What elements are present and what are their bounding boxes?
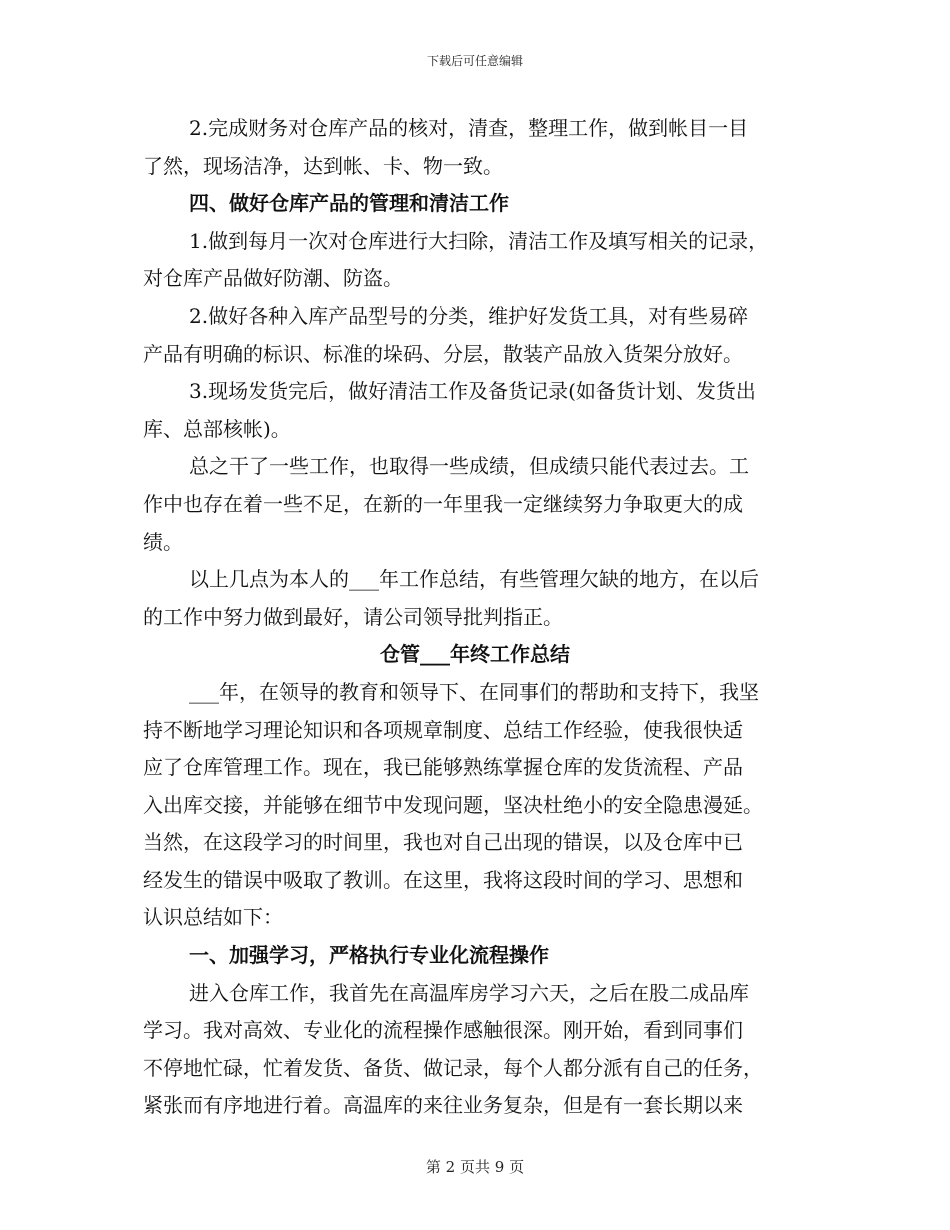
section-heading: 一、加强学习，严格执行专业化流程操作 — [189, 943, 549, 968]
body-text-line: 认识总结如下： — [143, 905, 283, 930]
section-heading: 四、做好仓库产品的管理和清洁工作 — [189, 191, 509, 216]
body-text-line: 进入仓库工作，我首先在高温库房学习六天，之后在股二成品库 — [189, 980, 749, 1005]
body-text-line: 持不断地学习理论知识和各项规章制度、总结工作经验，使我很快适 — [143, 717, 743, 742]
body-text-line: 3.现场发货完后，做好清洁工作及备货记录(如备货计划、发货出 — [189, 379, 756, 404]
page-header: 下载后可任意编辑 — [426, 54, 523, 68]
body-text-line: 库、总部核帐)。 — [143, 416, 291, 441]
body-text-line: 总之干了一些工作，也取得一些成绩，但成绩只能代表过去。工 — [189, 454, 749, 479]
body-text-line: 2.完成财务对仓库产品的核对，清查，整理工作，做到帐目一目 — [189, 116, 749, 140]
body-text-line: 绩。 — [143, 529, 183, 554]
body-text-line: ___年，在领导的教育和领导下、在同事们的帮助和支持下，我坚 — [189, 679, 759, 704]
body-text-line: 产品有明确的标识、标准的垛码、分层，散装产品放入货架分放好。 — [143, 341, 743, 366]
body-text-line: 当然，在这段学习的时间里，我也对自己出现的错误，以及仓库中已 — [143, 830, 743, 855]
body-text-line: 入出库交接，并能够在细节中发现问题，坚决杜绝小的安全隐患漫延。 — [143, 792, 763, 817]
body-text-line: 对仓库产品做好防潮、防盗。 — [143, 266, 403, 291]
body-text-line: 了然，现场洁净，达到帐、卡、物一致。 — [143, 153, 503, 178]
body-text-line: 的工作中努力做到最好，请公司领导批判指正。 — [143, 604, 563, 629]
body-text-line: 2.做好各种入库产品型号的分类，维护好发货工具，对有些易碎 — [189, 303, 749, 328]
page-footer: 第 2 页共 9 页 — [425, 1158, 525, 1176]
body-text-line: 紧张而有序地进行着。高温库的来往业务复杂，但是有一套长期以来 — [143, 1093, 743, 1118]
body-text-line: 学习。我对高效、专业化的流程操作感触很深。刚开始，看到同事们 — [143, 1018, 743, 1043]
body-text-line: 应了仓库管理工作。现在，我已能够熟练掌握仓库的发货流程、产品 — [143, 755, 743, 780]
body-text-line: 以上几点为本人的___年工作总结，有些管理欠缺的地方，在以后 — [189, 567, 759, 592]
body-text-line: 经发生的错误中吸取了教训。在这里，我将这段时间的学习、思想和 — [143, 867, 743, 892]
body-text-line: 1.做到每月一次对仓库进行大扫除，清洁工作及填写相关的记录， — [189, 228, 769, 253]
section-title: 仓管___年终工作总结 — [380, 642, 570, 667]
body-text-line: 不停地忙碌，忙着发货、备货、做记录，每个人都分派有自己的任务， — [143, 1055, 763, 1080]
body-text-line: 作中也存在着一些不足，在新的一年里我一定继续努力争取更大的成 — [143, 491, 743, 516]
document-body — [143, 110, 807, 1125]
